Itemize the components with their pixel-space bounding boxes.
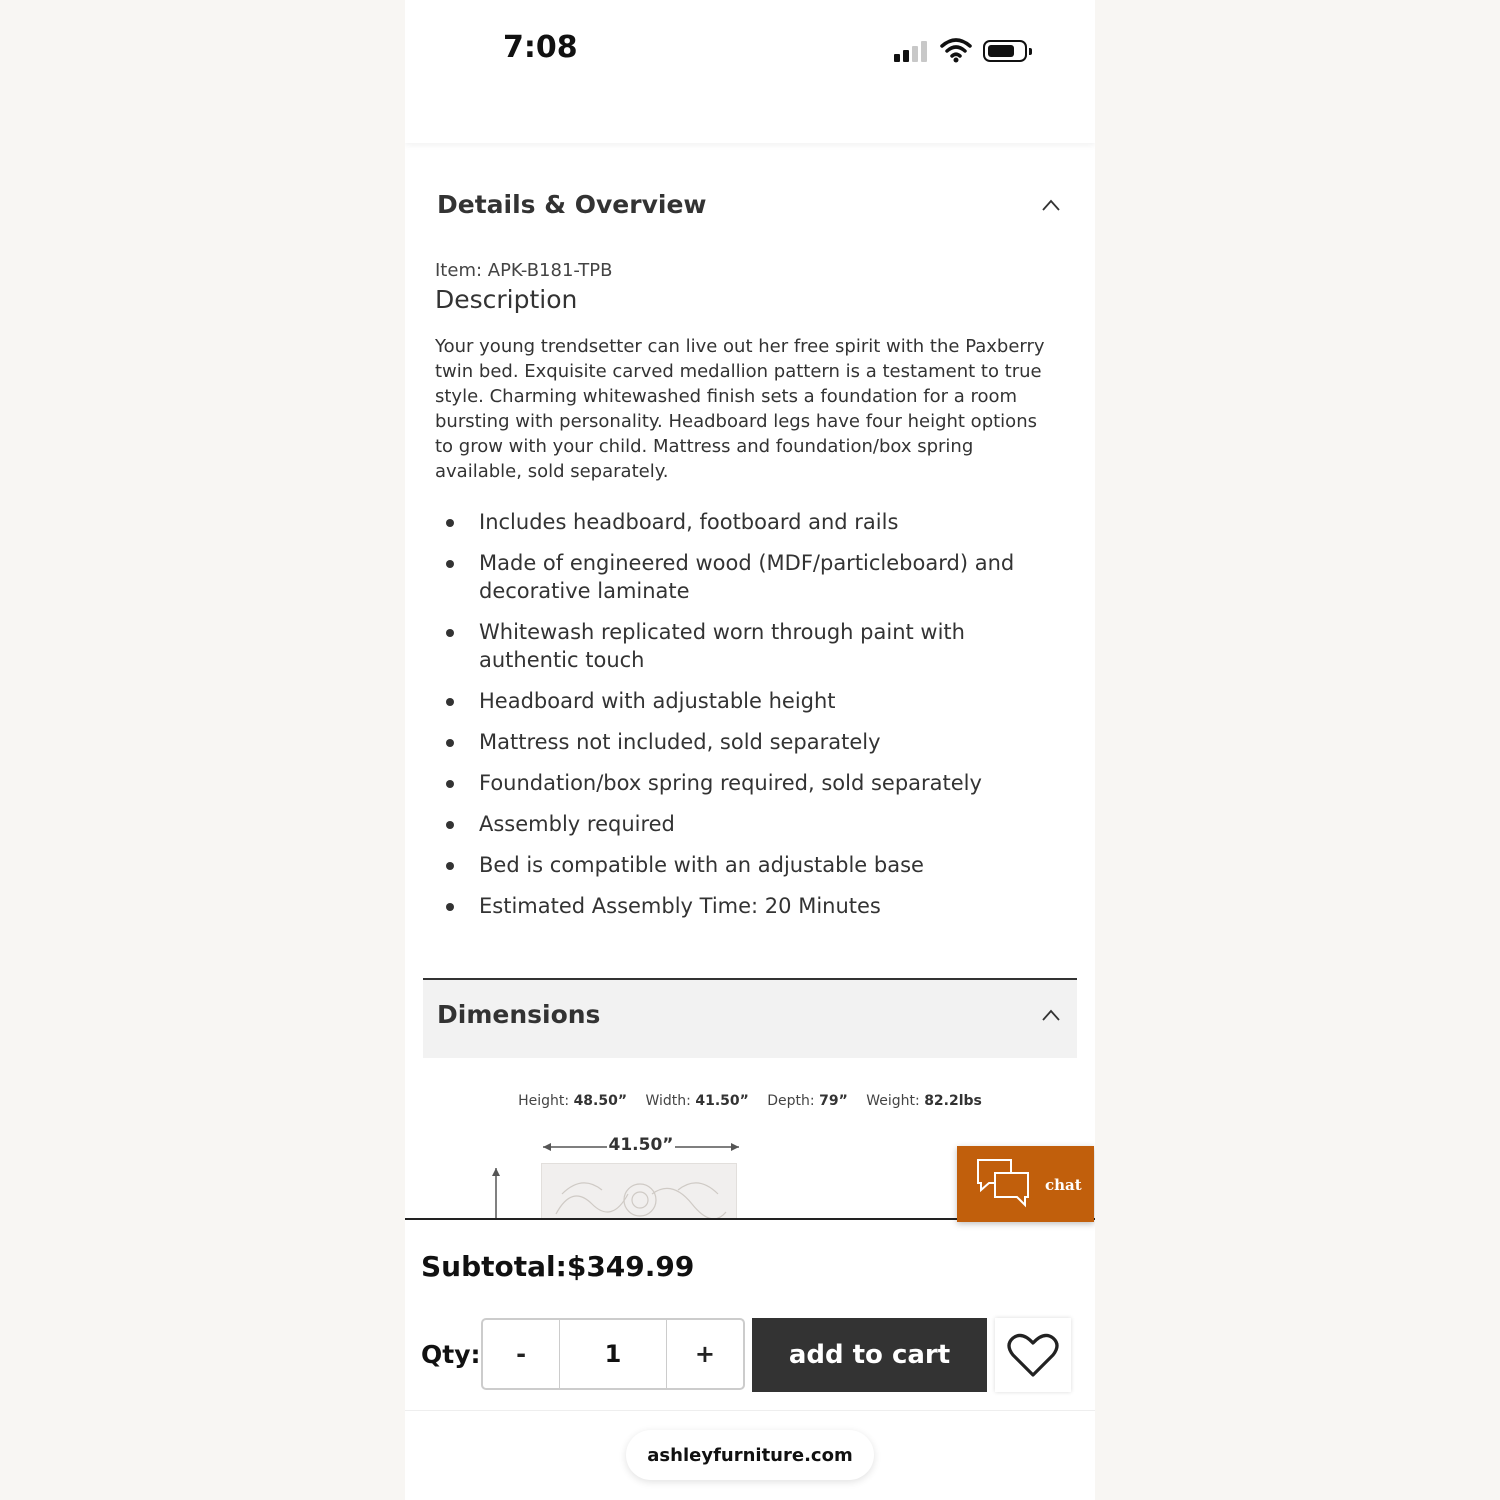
decrease-qty-button[interactable]: - xyxy=(516,1340,527,1368)
feature-item: Mattress not included, sold separately xyxy=(435,728,1065,756)
feature-item: Made of engineered wood (MDF/particleboard) and decorative laminate xyxy=(435,549,1065,605)
height-spec: Height: 48.50” xyxy=(518,1093,628,1109)
chat-bubbles-icon xyxy=(975,1157,1031,1211)
feature-list xyxy=(435,508,1065,933)
feature-item: Includes headboard, footboard and rails xyxy=(435,508,1065,536)
cellular-signal-icon xyxy=(894,40,930,62)
quantity-stepper xyxy=(481,1318,745,1390)
wishlist-button[interactable] xyxy=(995,1318,1071,1392)
diagram-width-label: 41.50” xyxy=(608,1135,674,1155)
dimensions-header[interactable] xyxy=(423,978,1077,1058)
chat-label: chat xyxy=(1045,1176,1082,1194)
feature-item: Foundation/box spring required, sold separately xyxy=(435,769,1065,797)
chevron-up-icon[interactable] xyxy=(1041,198,1061,212)
subtotal: Subtotal:$349.99 xyxy=(421,1250,695,1283)
address-bar[interactable]: ashleyfurniture.com xyxy=(626,1430,874,1480)
width-spec: Width: 41.50” xyxy=(645,1093,749,1109)
feature-item: Bed is compatible with an adjustable base xyxy=(435,851,1065,879)
description-title: Description xyxy=(435,285,578,314)
details-overview-header[interactable] xyxy=(423,170,1077,248)
chevron-up-icon[interactable] xyxy=(1041,1008,1061,1022)
headboard-image xyxy=(541,1163,737,1223)
status-bar xyxy=(405,0,1095,143)
feature-item: Estimated Assembly Time: 20 Minutes xyxy=(435,892,1065,920)
chat-button[interactable] xyxy=(957,1146,1094,1222)
item-number: Item: APK-B181-TPB xyxy=(435,260,613,281)
phone-screen xyxy=(405,0,1095,1500)
feature-item: Whitewash replicated worn through paint with authentic touch xyxy=(435,618,1065,674)
dimension-specs xyxy=(405,1093,1095,1109)
qty-label: Qty: xyxy=(421,1340,481,1369)
weight-spec: Weight: 82.2lbs xyxy=(866,1093,982,1109)
description-text: Your young trendsetter can live out her free spirit with the Paxberry twin bed. Exquisite carved medallion pattern is a testament to true style. Charming whitewashed finish sets a foundation for a room bursting with personality. Headboard legs have four height options to grow with your child. Mattress and foundation/box spring available, sold separately. xyxy=(435,336,1045,482)
depth-spec: Depth: 79” xyxy=(767,1093,848,1109)
heart-icon xyxy=(1007,1332,1059,1378)
add-to-cart-button[interactable]: add to cart xyxy=(752,1318,987,1392)
quantity-input[interactable]: 1 xyxy=(559,1320,667,1388)
increase-qty-button[interactable]: + xyxy=(694,1340,715,1368)
wifi-icon xyxy=(940,37,972,63)
divider xyxy=(405,1410,1095,1411)
battery-icon xyxy=(983,40,1027,62)
details-overview-title: Details & Overview xyxy=(437,190,707,219)
feature-item: Assembly required xyxy=(435,810,1065,838)
feature-item: Headboard with adjustable height xyxy=(435,687,1065,715)
height-arrow-icon xyxy=(489,1166,503,1220)
dimensions-title: Dimensions xyxy=(437,1000,601,1029)
cart-bar xyxy=(405,1218,1095,1500)
status-time: 7:08 xyxy=(503,30,578,65)
